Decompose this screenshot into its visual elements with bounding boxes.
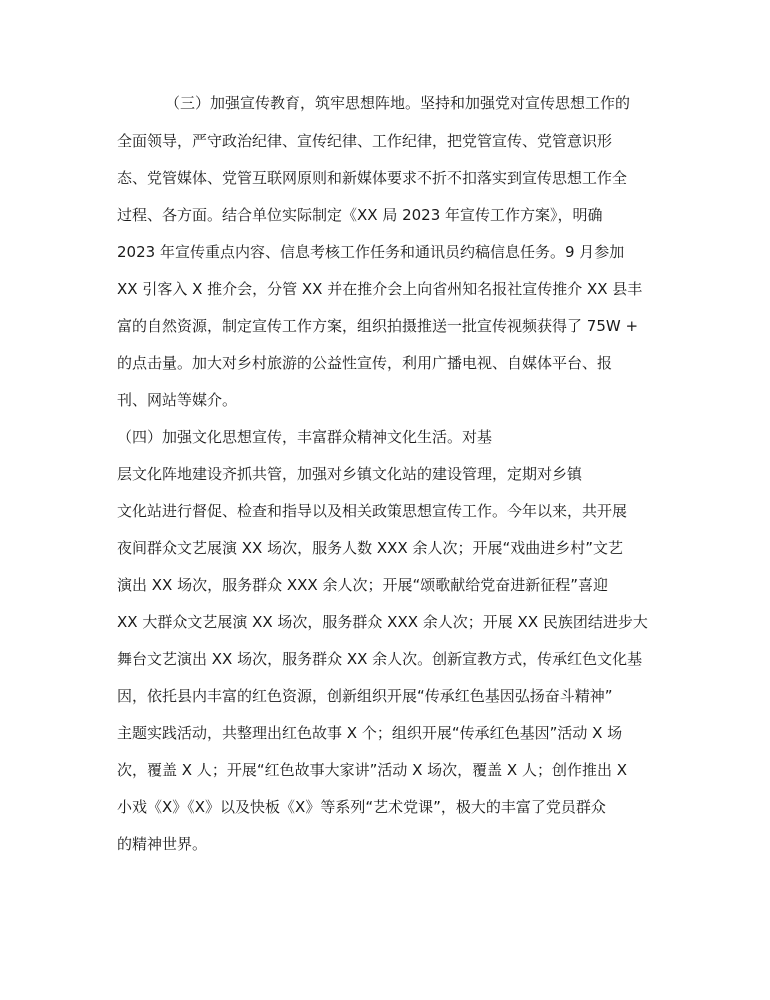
text-line: （四）加强文化思想宣传，丰富群众精神文化生活。对基 [117, 428, 493, 446]
text-line: 舞台文艺演出 XX 场次，服务群众 XX 余人次。创新宣教方式，传承红色文化基 [117, 650, 643, 668]
text-line: 的精神世界。 [117, 835, 208, 853]
text-line: 小戏《X》《X》以及快板《X》等系列“艺术党课”，极大的丰富了党员群众 [117, 798, 606, 816]
text-line: 的点击量。加大对乡村旅游的公益性宣传，利用广播电视、自媒体平台、报 [117, 354, 613, 372]
text-line: 态、党管媒体、党管互联网原则和新媒体要求不折不扣落实到宣传思想工作全 [117, 169, 628, 187]
text-line: 过程、各方面。结合单位实际制定《XX 局 2023 年宣传工作方案》，明确 [117, 206, 603, 224]
text-line: 刊、网站等媒介。 [117, 391, 238, 409]
text-line: 文化站进行督促、检查和指导以及相关政策思想宣传工作。今年以来，共开展 [117, 502, 628, 520]
text-line: 因，依托县内丰富的红色资源，创新组织开展“传承红色基因弘扬奋斗精神” [117, 687, 613, 705]
text-line: XX 大群众文艺展演 XX 场次，服务群众 XXX 余人次；开展 XX 民族团结进步大 [117, 613, 648, 631]
text-line: 夜间群众文艺展演 XX 场次，服务人数 XXX 余人次；开展“戏曲进乡村”文艺 [117, 539, 623, 557]
text-line: （三）加强宣传教育，筑牢思想阵地。坚持和加强党对宣传思想工作的 [165, 94, 631, 112]
text-line: 富的自然资源，制定宣传工作方案，组织拍摄推送一批宣传视频获得了 75W + [117, 317, 639, 335]
text-line: 层文化阵地建设齐抓共管，加强对乡镇文化站的建设管理，定期对乡镇 [117, 465, 583, 483]
text-line: 次，覆盖 X 人；开展“红色故事大家讲”活动 X 场次，覆盖 X 人；创作推出 X [117, 761, 628, 779]
text-line: 全面领导，严守政治纪律、宣传纪律、工作纪律，把党管宣传、党管意识形 [117, 132, 613, 150]
text-line: 2023 年宣传重点内容、信息考核工作任务和通讯员约稿信息任务。9 月参加 [117, 243, 625, 261]
text-line: 主题实践活动，共整理出红色故事 X 个；组织开展“传承红色基因”活动 X 场 [117, 724, 623, 742]
text-line: XX 引客入 X 推介会，分管 XX 并在推介会上向省州知名报社宣传推介 XX 县丰 [117, 280, 643, 298]
text-line: 演出 XX 场次，服务群众 XXX 余人次；开展“颂歌献给党奋进新征程”喜迎 [117, 576, 608, 594]
